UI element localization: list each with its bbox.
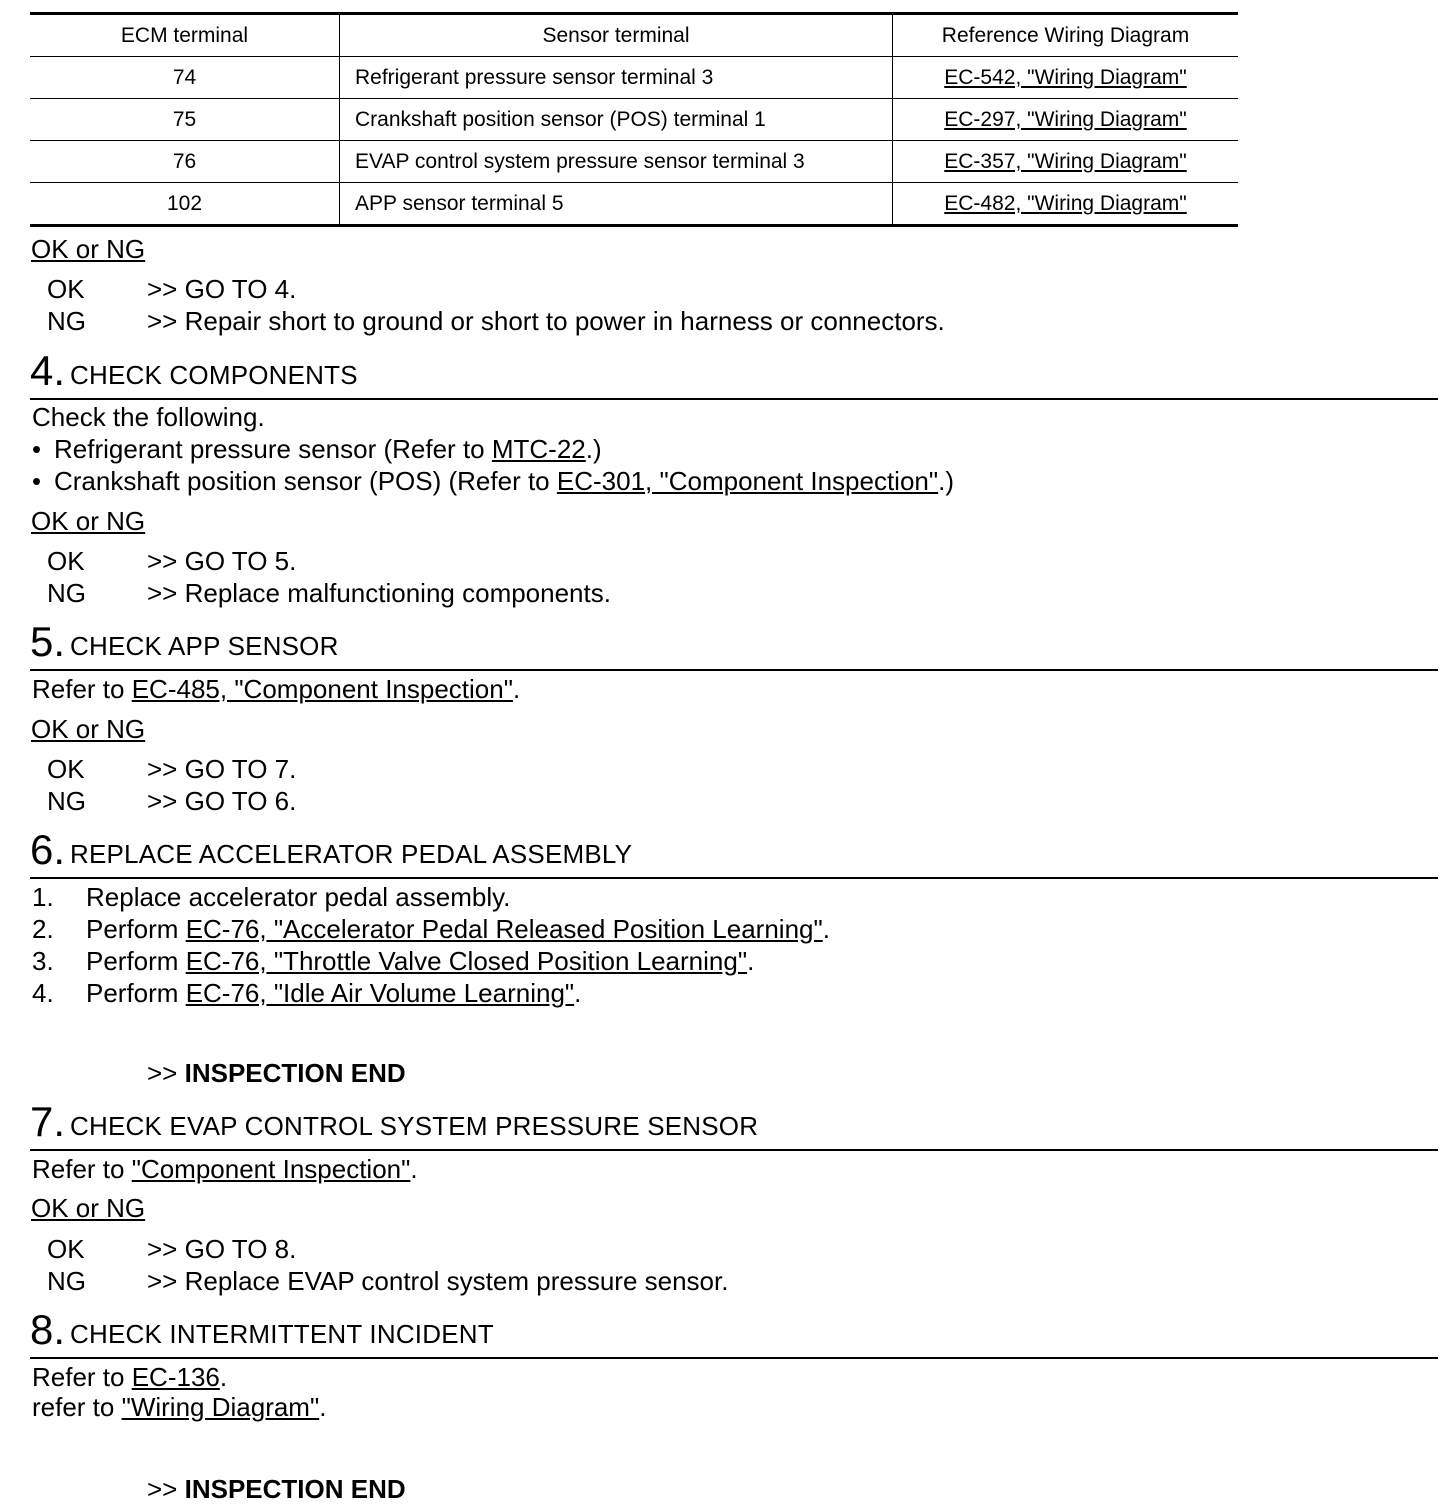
reference-cell [893, 141, 1239, 183]
ec-136-link[interactable]: EC-136 [131, 1362, 220, 1392]
idle-air-volume-learning-link[interactable]: EC-76, "Idle Air Volume Learning" [185, 978, 575, 1008]
inspection-end: >> INSPECTION END [147, 1058, 406, 1088]
list-item: Replace accelerator pedal assembly. [86, 882, 511, 912]
step-8-header [30, 1306, 1438, 1359]
sensor-terminal-cell: Crankshaft position sensor (POS) terminal 1 [340, 99, 893, 141]
step-title: REPLACE ACCELERATOR PEDAL ASSEMBLY [70, 839, 633, 869]
ecm-terminal-cell: 102 [30, 183, 340, 226]
column-header: Reference Wiring Diagram [893, 14, 1239, 57]
component-inspection-link[interactable]: "Component Inspection" [131, 1154, 411, 1184]
ng-result: >> Replace EVAP control system pressure sensor. [147, 1266, 729, 1296]
ok-or-ng-label[interactable]: OK or NG [31, 234, 146, 264]
ecm-terminal-cell: 74 [30, 57, 340, 99]
list-number: 3. [32, 946, 54, 976]
ok-label: OK [47, 754, 85, 784]
sensor-terminal-cell: APP sensor terminal 5 [340, 183, 893, 226]
column-header: Sensor terminal [340, 14, 893, 57]
ng-result: >> Repair short to ground or short to power in harness or connectors. [147, 306, 945, 336]
step-4-header [30, 347, 1438, 400]
ng-result: >> Replace malfunctioning components. [147, 578, 611, 608]
list-item: • Crankshaft position sensor (POS) (Refer to EC-301, "Component Inspection".) [32, 466, 954, 496]
reference-cell [893, 99, 1239, 141]
ok-result: >> GO TO 7. [147, 754, 297, 784]
step-number: 4. [30, 347, 66, 394]
wiring-diagram-link[interactable]: EC-297, "Wiring Diagram" [944, 107, 1187, 131]
ok-or-ng-label[interactable]: OK or NG [31, 714, 146, 744]
list-item: • Refrigerant pressure sensor (Refer to MTC-22.) [32, 434, 602, 464]
step-title: CHECK APP SENSOR [70, 631, 339, 661]
table-header-row [30, 14, 1238, 57]
component-inspection-link[interactable]: EC-301, "Component Inspection" [556, 466, 939, 496]
component-inspection-link[interactable]: EC-485, "Component Inspection" [131, 674, 513, 704]
list-item: Perform EC-76, "Idle Air Volume Learning". [86, 978, 582, 1008]
ng-label: NG [47, 306, 86, 336]
ok-result: >> GO TO 5. [147, 546, 297, 576]
ng-label: NG [47, 1266, 86, 1296]
ok-label: OK [47, 1234, 85, 1264]
step-8-text: refer to "Wiring Diagram". [32, 1392, 327, 1422]
step-5-header [30, 618, 1438, 671]
table-row [30, 57, 1238, 99]
table-row [30, 99, 1238, 141]
step-title: CHECK EVAP CONTROL SYSTEM PRESSURE SENSOR [70, 1111, 759, 1141]
step-8-text: Refer to EC-136. [32, 1362, 228, 1392]
list-number: 2. [32, 914, 54, 944]
list-item: Perform EC-76, "Throttle Valve Closed Position Learning". [86, 946, 755, 976]
table-row [30, 183, 1238, 226]
step-number: 6. [30, 826, 66, 873]
step-7-text: Refer to "Component Inspection". [32, 1154, 418, 1184]
step-number: 7. [30, 1098, 66, 1145]
ng-label: NG [47, 578, 86, 608]
column-header: ECM terminal [30, 14, 340, 57]
terminal-table [30, 12, 1238, 227]
mtc-22-link[interactable]: MTC-22 [491, 434, 586, 464]
ok-or-ng-label[interactable]: OK or NG [31, 1193, 146, 1223]
reference-cell [893, 57, 1239, 99]
reference-cell [893, 183, 1239, 226]
wiring-diagram-link[interactable]: EC-482, "Wiring Diagram" [944, 191, 1187, 215]
wiring-diagram-link[interactable]: EC-542, "Wiring Diagram" [944, 65, 1187, 89]
sensor-terminal-cell: EVAP control system pressure sensor terminal 3 [340, 141, 893, 183]
ng-result: >> GO TO 6. [147, 786, 297, 816]
step-title: CHECK INTERMITTENT INCIDENT [70, 1319, 494, 1349]
step-6-header [30, 826, 1438, 879]
table-row [30, 141, 1238, 183]
ng-label: NG [47, 786, 86, 816]
ecm-terminal-cell: 76 [30, 141, 340, 183]
ok-or-ng-label[interactable]: OK or NG [31, 506, 146, 536]
step-number: 5. [30, 618, 66, 665]
ok-label: OK [47, 546, 85, 576]
ok-label: OK [47, 274, 85, 304]
sensor-terminal-cell: Refrigerant pressure sensor terminal 3 [340, 57, 893, 99]
step-5-text: Refer to EC-485, "Component Inspection". [32, 674, 521, 704]
ecm-terminal-cell: 75 [30, 99, 340, 141]
pedal-released-learning-link[interactable]: EC-76, "Accelerator Pedal Released Position Learning" [185, 914, 823, 944]
throttle-valve-learning-link[interactable]: EC-76, "Throttle Valve Closed Position Learning" [185, 946, 748, 976]
bullet-icon: • [32, 434, 42, 464]
wiring-diagram-link[interactable]: EC-357, "Wiring Diagram" [944, 149, 1187, 173]
wiring-diagram-link[interactable]: "Wiring Diagram" [121, 1392, 320, 1422]
list-number: 1. [32, 882, 54, 912]
bullet-icon: • [32, 466, 42, 496]
step-number: 8. [30, 1306, 66, 1353]
step-7-header [30, 1098, 1438, 1151]
list-number: 4. [32, 978, 54, 1008]
step-4-intro: Check the following. [32, 402, 265, 432]
ok-result: >> GO TO 8. [147, 1234, 297, 1264]
list-item: Perform EC-76, "Accelerator Pedal Released Position Learning". [86, 914, 830, 944]
inspection-end: >> INSPECTION END [147, 1474, 406, 1504]
step-title: CHECK COMPONENTS [70, 360, 358, 390]
ok-result: >> GO TO 4. [147, 274, 297, 304]
